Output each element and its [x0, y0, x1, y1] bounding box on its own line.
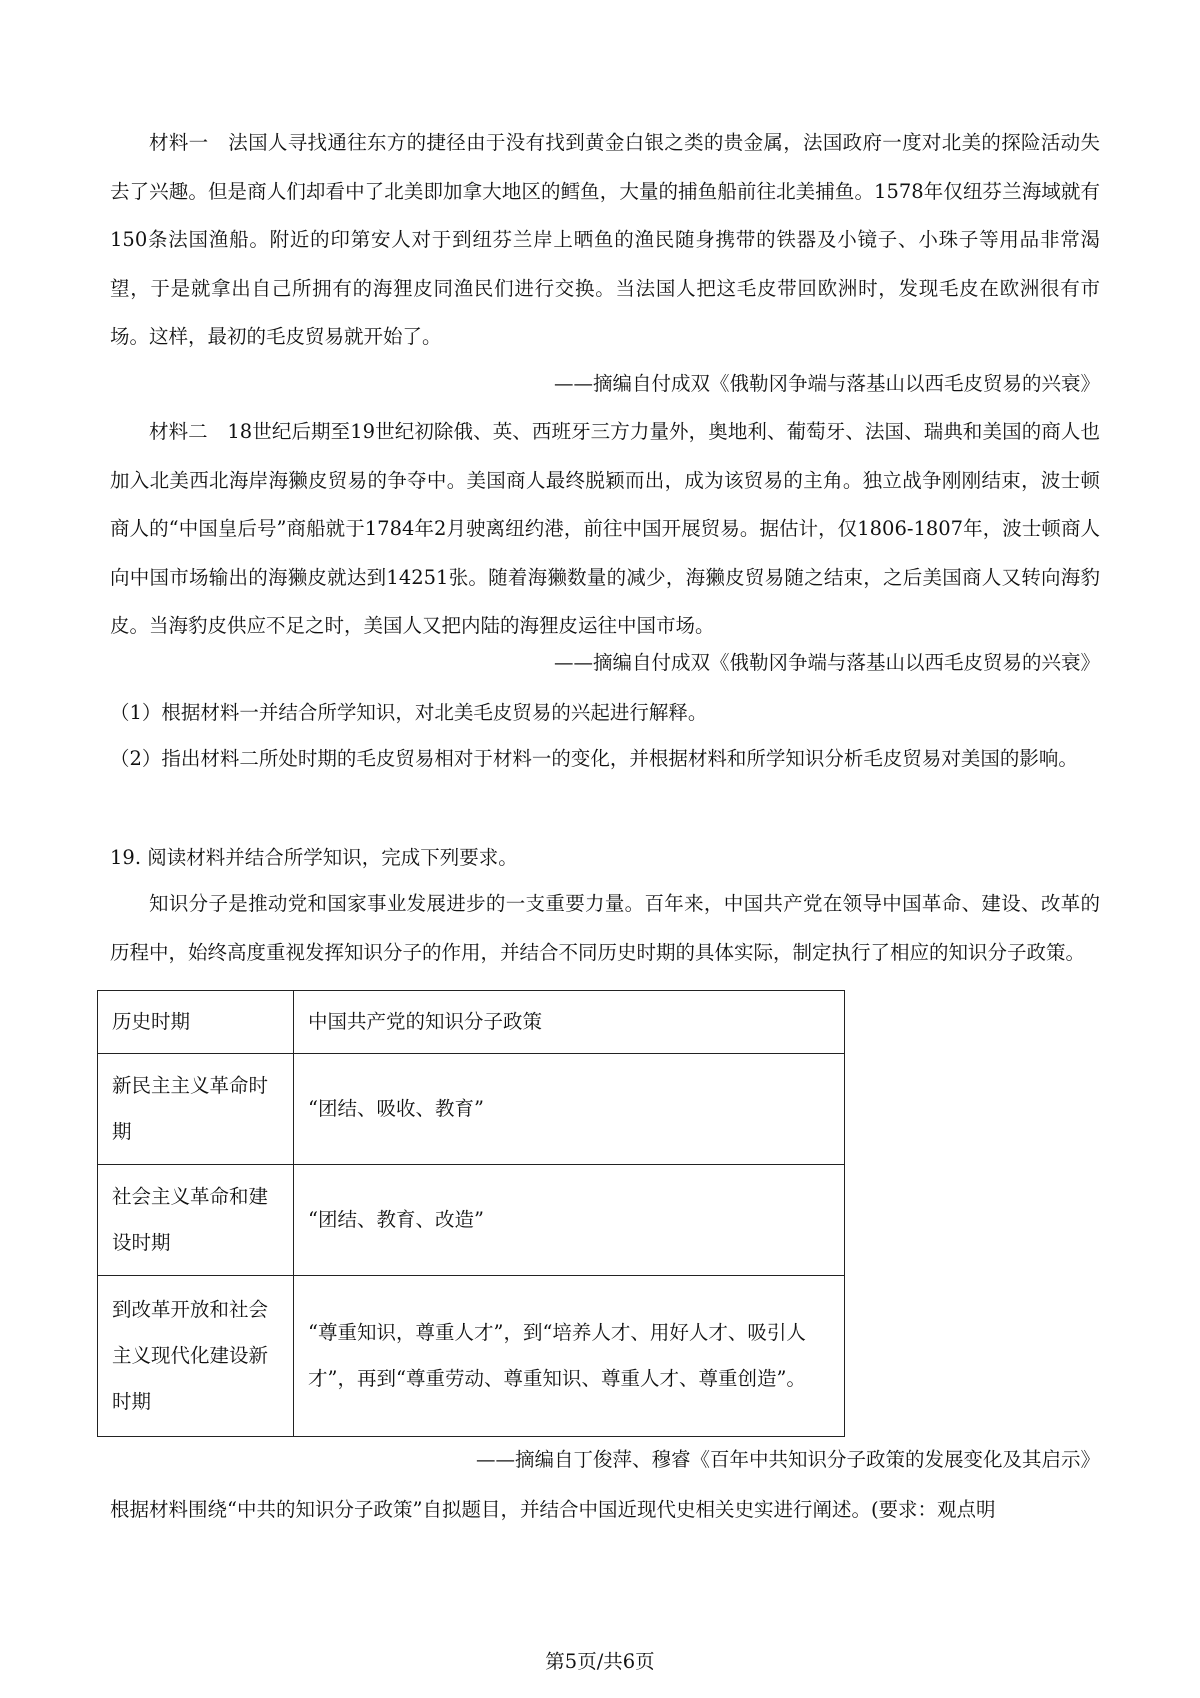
question-19-intro: 知识分子是推动党和国家事业发展进步的一支重要力量。百年来，中国共产党在领导中国革命、建设、改革的历程中，始终高度重视发挥知识分子的作用，并结合不同历史时期的具体实际，制定执行了相应的知识分子政策。	[110, 892, 1100, 964]
table-cell-period: 到改革开放和社会主义现代化建设新时期	[98, 1276, 294, 1437]
material-one-source: ——摘编自付成双《俄勒冈争端与落基山以西毛皮贸易的兴衰》	[553, 372, 1100, 395]
table-header-cell: 中国共产党的知识分子政策	[294, 991, 845, 1054]
policy-table	[97, 990, 845, 1437]
material-two-source: ——摘编自付成双《俄勒冈争端与落基山以西毛皮贸易的兴衰》	[553, 651, 1100, 674]
question-two: （2）指出材料二所处时期的毛皮贸易相对于材料一的变化，并根据材料和所学知识分析毛皮贸易对美国的影响。	[110, 747, 1078, 770]
table-cell-policy: “团结、教育、改造”	[294, 1165, 845, 1276]
table-header-row	[98, 991, 845, 1054]
question-19-heading: 19. 阅读材料并结合所学知识，完成下列要求。	[110, 846, 518, 869]
question-19-task: 根据材料围绕“中共的知识分子政策”自拟题目，并结合中国近现代史相关史实进行阐述。(要求：观点明	[110, 1498, 996, 1521]
table-row	[98, 1054, 845, 1165]
question-one: （1）根据材料一并结合所学知识，对北美毛皮贸易的兴起进行解释。	[110, 701, 708, 724]
table-row	[98, 1276, 845, 1437]
table-row	[98, 1165, 845, 1276]
table-header-cell: 历史时期	[98, 991, 294, 1054]
material-two-text: 材料二 18世纪后期至19世纪初除俄、英、西班牙三方力量外，奥地利、葡萄牙、法国、瑞典和美国的商人也加入北美西北海岸海獭皮贸易的争夺中。美国商人最终脱颖而出，成为该贸易的主角。独立战争刚刚结束，波士顿商人的“中国皇后号”商船就于1784年2月驶离纽约港，前往中国开展贸易。据估计，仅1806-1807年，波士顿商人向中国市场输出的海獭皮就达到14251张。随着海獭数量的减少，海獭皮贸易随之结束，之后美国商人又转向海豹皮。当海豹皮供应不足之时，美国人又把内陆的海狸皮运往中国市场。	[110, 420, 1100, 637]
material-one-text: 材料一 法国人寻找通往东方的捷径由于没有找到黄金白银之类的贵金属，法国政府一度对北美的探险活动失去了兴趣。但是商人们却看中了北美即加拿大地区的鳕鱼，大量的捕鱼船前往北美捕鱼。1578年仅纽芬兰海域就有150条法国渔船。附近的印第安人对于到纽芬兰岸上晒鱼的渔民随身携带的铁器及小镜子、小珠子等用品非常渴望，于是就拿出自己所拥有的海狸皮同渔民们进行交换。当法国人把这毛皮带回欧洲时，发现毛皮在欧洲很有市场。这样，最初的毛皮贸易就开始了。	[110, 131, 1100, 348]
question-19-source: ——摘编自丁俊萍、穆睿《百年中共知识分子政策的发展变化及其启示》	[475, 1448, 1100, 1471]
table-cell-period: 社会主义革命和建设时期	[98, 1165, 294, 1276]
page-footer: 第5页/共6页	[545, 1650, 655, 1673]
table-cell-policy: “团结、吸收、教育”	[294, 1054, 845, 1165]
table-cell-policy: “尊重知识，尊重人才”，到“培养人才、用好人才、吸引人才”，再到“尊重劳动、尊重知识、尊重人才、尊重创造”。	[294, 1276, 845, 1437]
table-cell-period: 新民主主义革命时期	[98, 1054, 294, 1165]
